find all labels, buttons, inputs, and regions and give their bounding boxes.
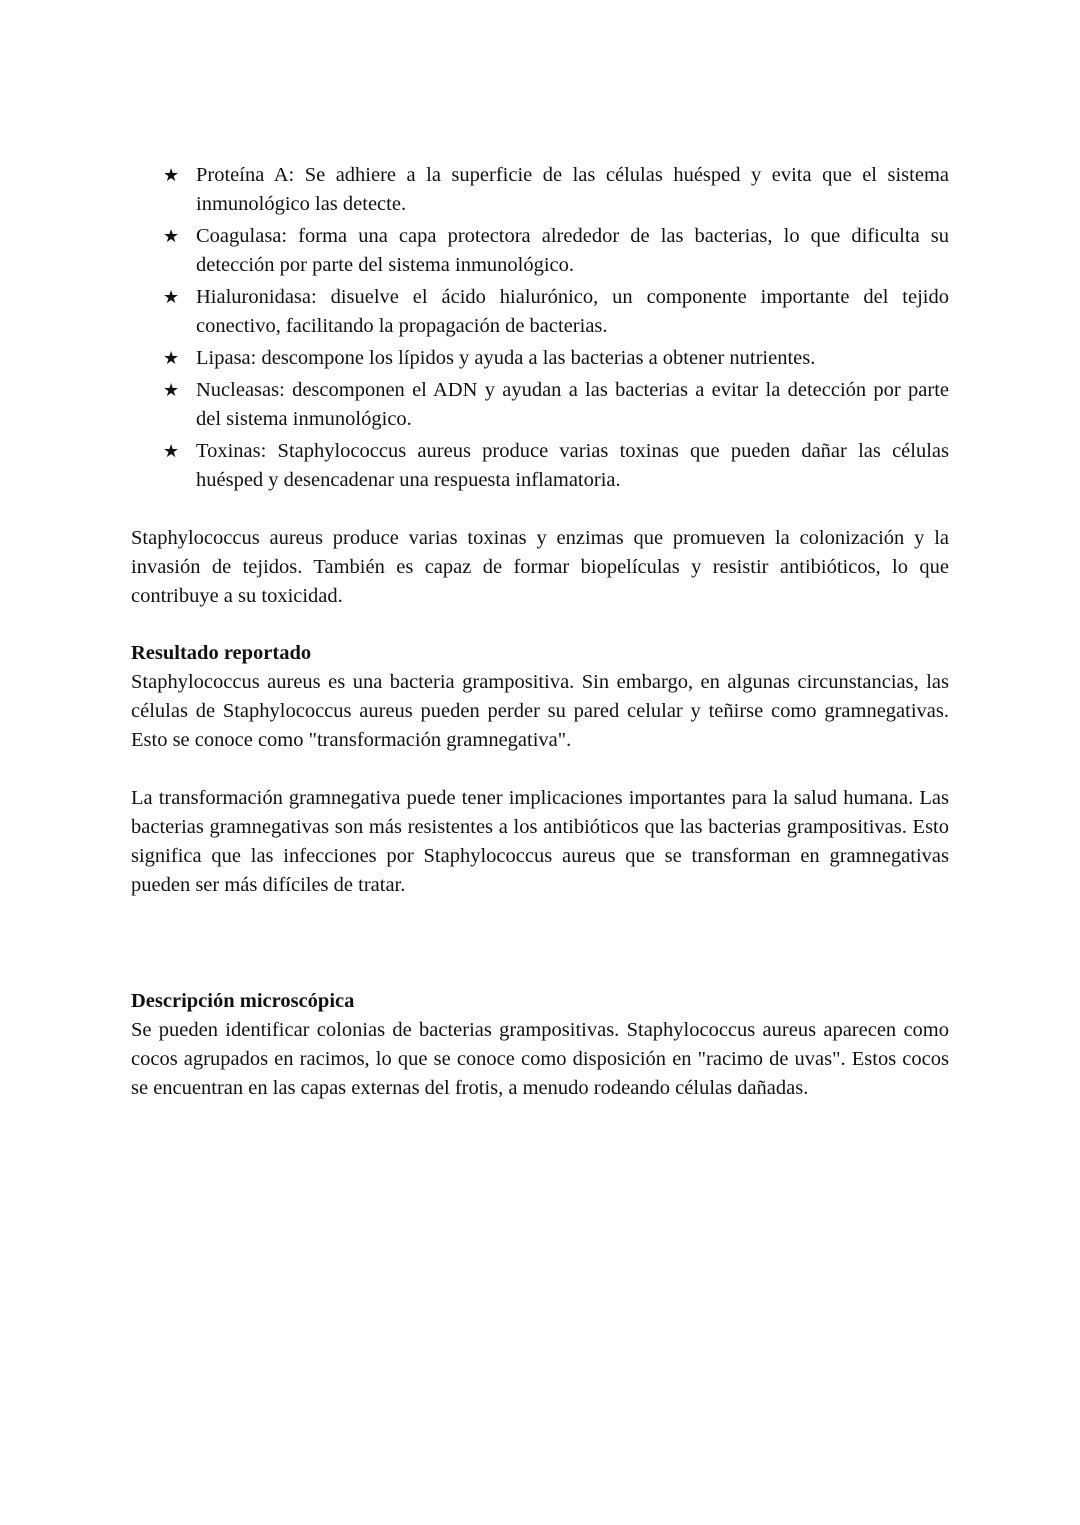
list-item-text: Coagulasa: forma una capa protectora alrededor de las bacterias, lo que dificulta su detección por parte del sistema inmunológico. — [196, 225, 949, 276]
result-paragraph: Staphylococcus aureus es una bacteria grampositiva. Sin embargo, en algunas circunstancias, las células de Staphylococcus aureus pueden perder su pared celular y teñirse como gramnegativas. Esto se conoce como "transformación gramnegativa". — [131, 671, 949, 751]
list-item — [131, 437, 949, 495]
list-item — [131, 222, 949, 280]
list-item-text: Lipasa: descompone los lípidos y ayuda a las bacterias a obtener nutrientes. — [196, 347, 816, 369]
implications-paragraph: La transformación gramnegativa puede tener implicaciones importantes para la salud humana. Las bacterias gramnegativas son más resistentes a los antibióticos que las bacterias grampositivas. Esto significa que las infecciones por Staphylococcus aureus que se transforman en gramnegativas pueden ser más difíciles de tratar. — [131, 787, 949, 896]
star-bullet-icon: ★ — [163, 380, 180, 401]
star-bullet-icon: ★ — [163, 226, 180, 247]
star-bullet-icon: ★ — [163, 287, 180, 308]
star-bullet-icon: ★ — [163, 348, 180, 369]
list-item — [131, 344, 949, 373]
list-item-text: Toxinas: Staphylococcus aureus produce varias toxinas que pueden dañar las células huésped y desencadenar una respuesta inflamatoria. — [196, 440, 949, 491]
result-heading: Resultado reportado — [131, 642, 312, 664]
star-bullet-icon: ★ — [163, 165, 180, 186]
list-item-text: Proteína A: Se adhiere a la superficie de las células huésped y evita que el sistema inmunológico las detecte. — [196, 164, 949, 215]
microscopic-paragraph: Se pueden identificar colonias de bacterias grampositivas. Staphylococcus aureus aparecen como cocos agrupados en racimos, lo que se conoce como disposición en "racimo de uvas". Estos cocos se encuentran en las capas externas del frotis, a menudo rodeando células dañadas. — [131, 1019, 949, 1099]
virulence-factor-list — [131, 161, 949, 495]
microscopic-heading: Descripción microscópica — [131, 990, 355, 1012]
list-item-text: Hialuronidasa: disuelve el ácido hialurónico, un componente importante del tejido conectivo, facilitando la propagación de bacterias. — [196, 286, 949, 337]
page-content — [131, 161, 949, 1103]
list-item — [131, 161, 949, 219]
list-item — [131, 283, 949, 341]
list-item-text: Nucleasas: descomponen el ADN y ayudan a las bacterias a evitar la detección por parte del sistema inmunológico. — [196, 379, 949, 430]
star-bullet-icon: ★ — [163, 441, 180, 462]
toxicity-paragraph: Staphylococcus aureus produce varias toxinas y enzimas que promueven la colonización y la invasión de tejidos. También es capaz de formar biopelículas y resistir antibióticos, lo que contribuye a su toxicidad. — [131, 527, 949, 607]
list-item — [131, 376, 949, 434]
